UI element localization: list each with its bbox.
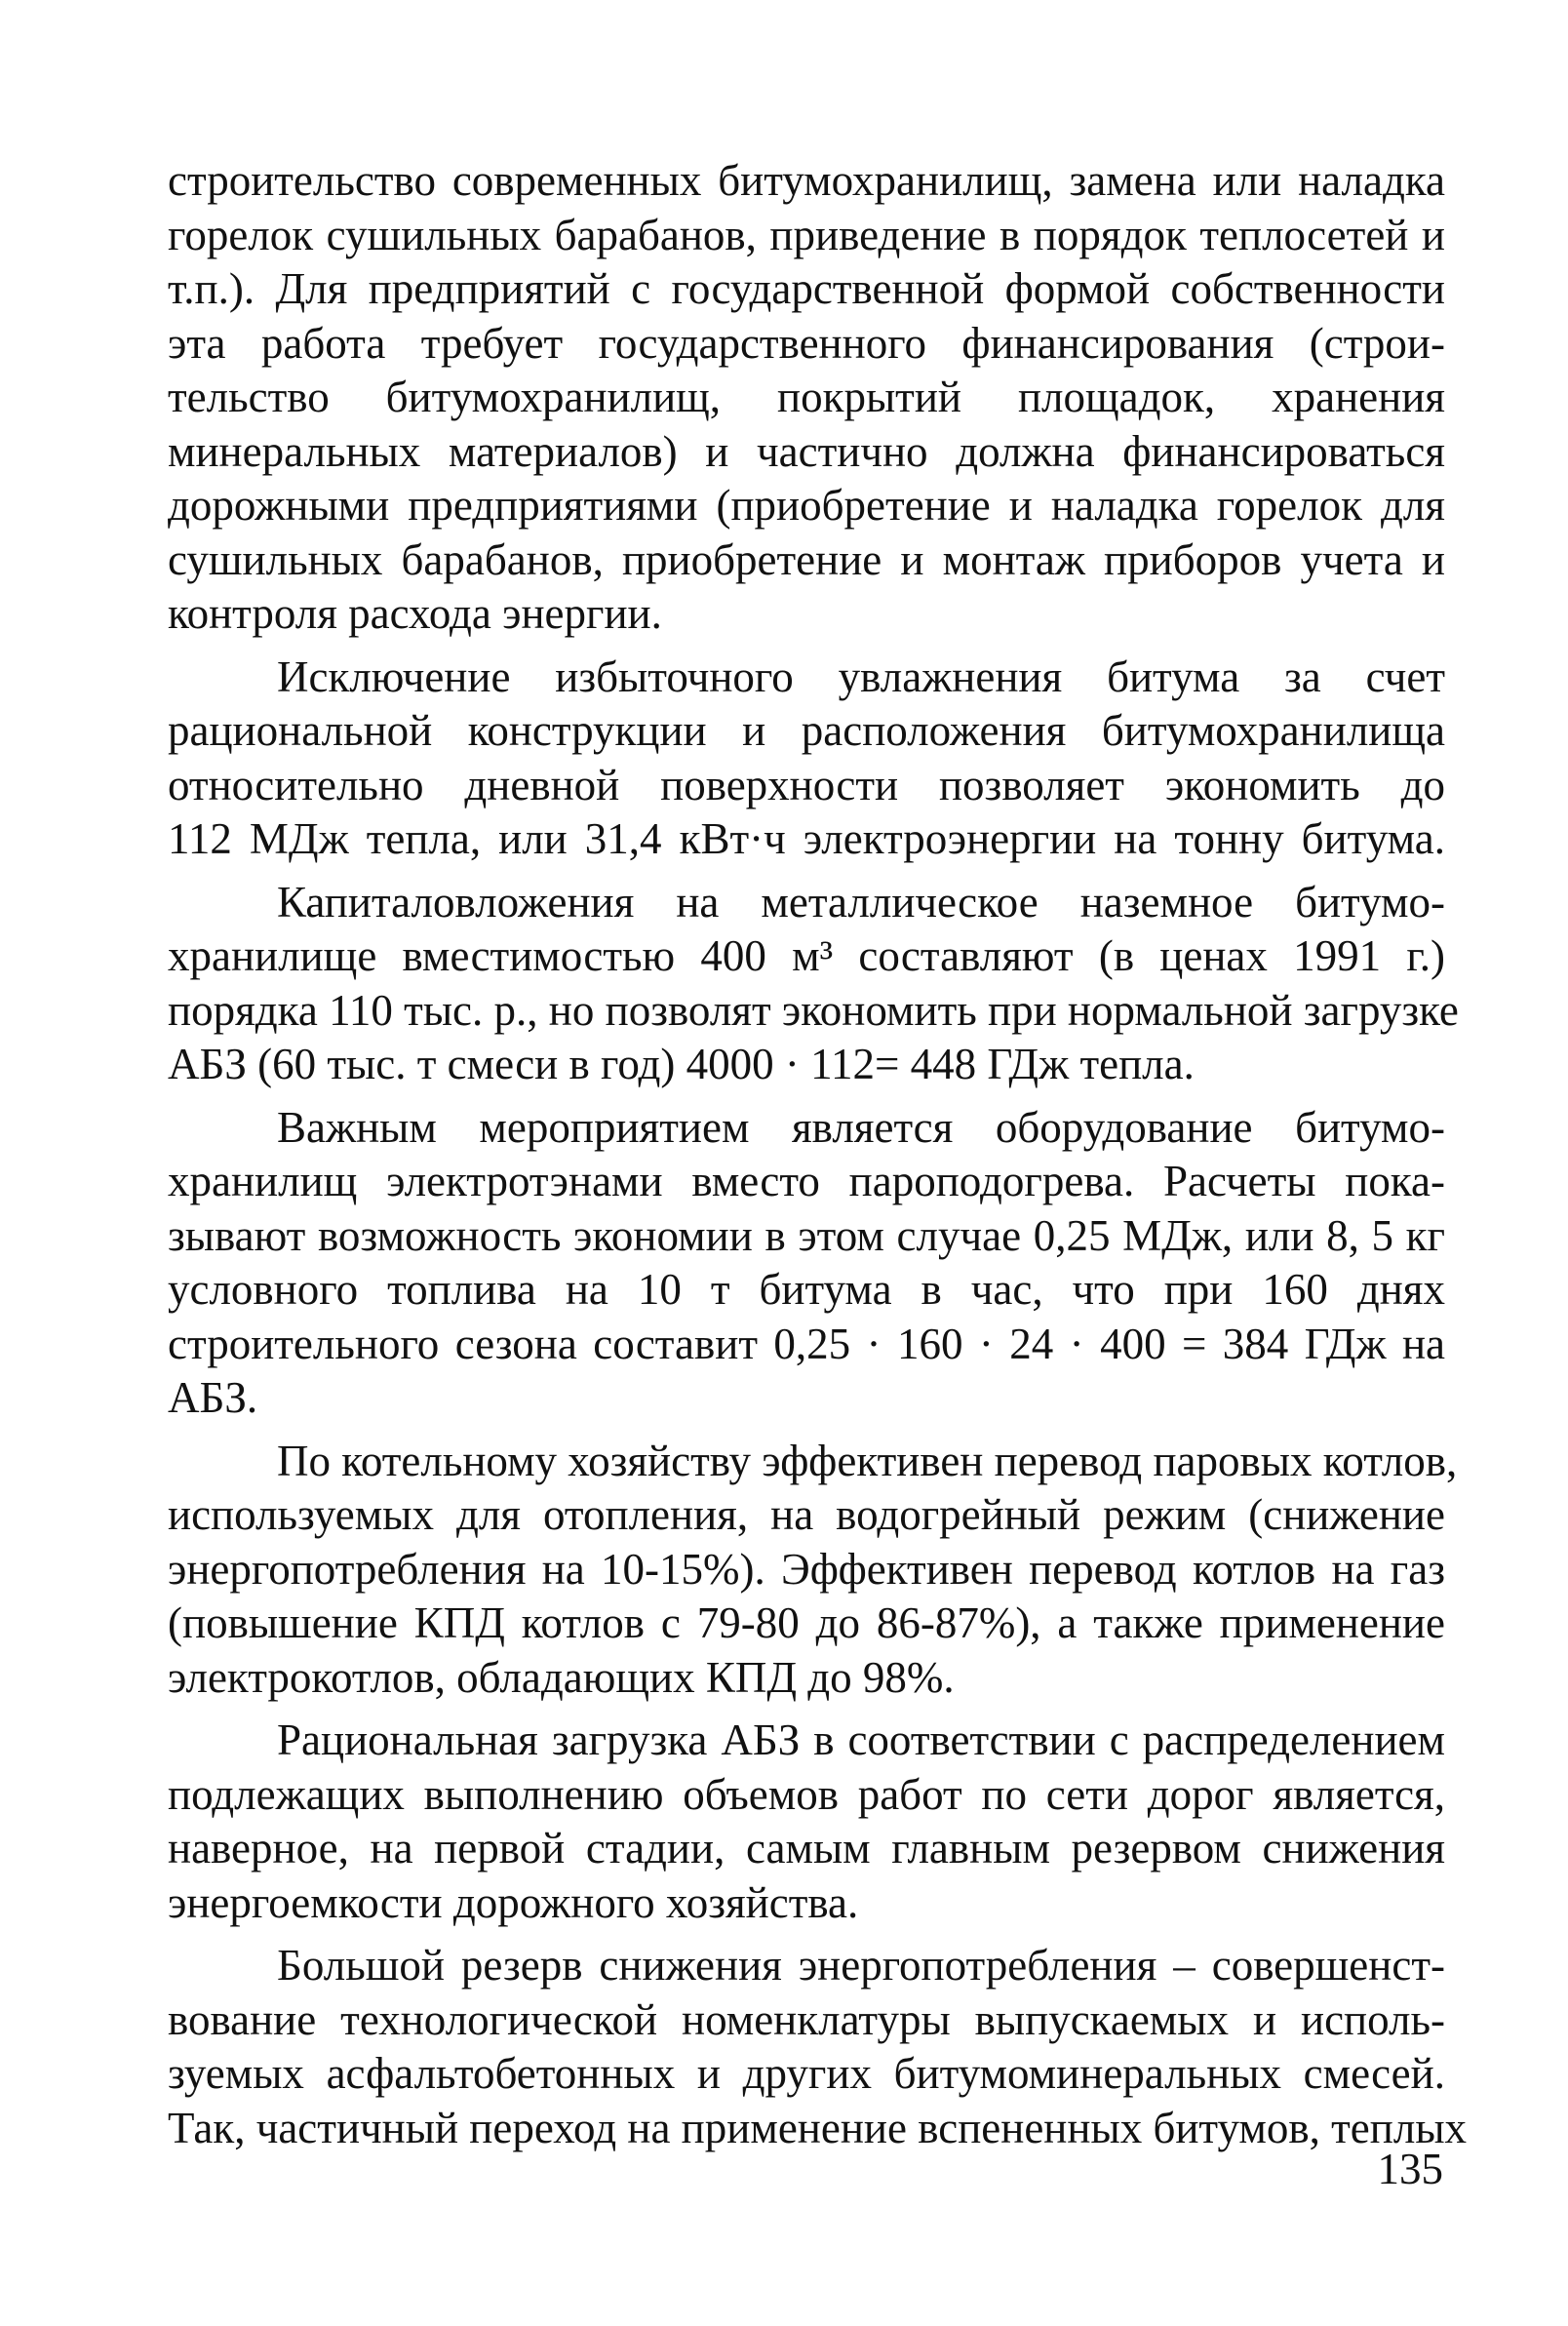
text-line: энергопотребления на 10-15%). Эффективен перевод котлов на газ — [168, 1544, 1445, 1594]
text-line: АБЗ. — [168, 1373, 258, 1422]
text-line: Рациональная загрузка АБЗ в соответствии с распределением — [277, 1715, 1445, 1764]
text-line: относительно дневной поверхности позволяет экономить до — [168, 760, 1445, 809]
text-line: дорожными предприятиями (приобретение и наладка горелок для — [168, 481, 1445, 530]
text-line: строительного сезона составит 0,25 · 160 · 24 · 400 = 384 ГДж на — [168, 1319, 1445, 1368]
body-text — [168, 154, 1468, 2164]
text-line: строительство современных битумохранилищ, замена или наладка — [168, 156, 1445, 205]
text-line: электрокотлов, обладающих КПД до 98%. — [168, 1652, 955, 1702]
text-line: минеральных материалов) и частично должна финансироваться — [168, 426, 1445, 476]
paragraph-3 — [168, 876, 1459, 1092]
text-line: горелок сушильных барабанов, приведение в порядок теплосетей и — [168, 210, 1445, 259]
text-line: АБЗ (60 тыс. т смеси в год) 4000 · 112= 448 ГДж тепла. — [168, 1040, 1195, 1088]
text-line: вование технологической номенклатуры выпускаемых и исполь- — [168, 1994, 1445, 2044]
text-line: Так, частичный переход на применение вспененных битумов, теплых — [168, 2103, 1468, 2152]
text-line: наверное, на первой стадии, самым главным резервом снижения — [168, 1824, 1445, 1873]
text-line: используемых для отопления, на водогрейный режим (снижение — [168, 1490, 1445, 1539]
text-line: хранилище вместимостью 400 м³ составляют (в ценах 1991 г.) — [168, 931, 1445, 980]
text-line: Важным мероприятием является оборудование битумо- — [277, 1102, 1445, 1152]
text-line: хранилищ электротэнами вместо пароподогрева. Расчеты пока- — [168, 1157, 1445, 1205]
text-line: подлежащих выполнению объемов работ по сети дорог является, — [168, 1769, 1445, 1819]
text-line: Исключение избыточного увлажнения битума за счет — [277, 651, 1445, 701]
text-line: энергоемкости дорожного хозяйства. — [168, 1877, 859, 1927]
text-line: контроля расхода энергии. — [168, 589, 662, 638]
text-line: условного топлива на 10 т битума в час, что при 160 днях — [168, 1265, 1445, 1314]
text-line: Капиталовложения на металлическое наземное битумо- — [277, 877, 1445, 926]
text-line: сушильных барабанов, приобретение и монтаж приборов учета и — [168, 534, 1445, 584]
text-line: рациональной конструкции и расположения битумохранилища — [168, 706, 1445, 755]
text-line: зуемых асфальтобетонных и других битумоминеральных смесей. — [168, 2049, 1445, 2098]
text-line: Большой резерв снижения энергопотребления – совершенст- — [277, 1941, 1445, 1990]
text-line: 112 МДж тепла, или 31,4 кВт·ч электроэнергии на тонну битума. — [168, 814, 1445, 863]
paragraph-7 — [168, 1939, 1468, 2155]
paragraph-1 — [168, 154, 1445, 642]
text-line: зывают возможность экономии в этом случае 0,25 МДж, или 8, 5 кг — [168, 1210, 1445, 1260]
text-line: т.п.). Для предприятий с государственной формой собственности — [168, 264, 1445, 313]
text-line: тельство битумохранилищ, покрытий площадок, хранения — [168, 373, 1445, 421]
paragraph-5 — [168, 1435, 1458, 1706]
paragraph-2 — [168, 650, 1445, 867]
paragraph-6 — [168, 1714, 1445, 1930]
text-line: эта работа требует государственного финансирования (строи- — [168, 318, 1445, 368]
text-line: (повышение КПД котлов с 79-80 до 86-87%), а также применение — [168, 1598, 1445, 1647]
text-line: порядка 110 тыс. р., но позволят экономить при нормальной загрузке — [168, 985, 1459, 1035]
page-number: 135 — [1377, 2145, 1443, 2193]
paragraph-4 — [168, 1101, 1445, 1426]
text-line: По котельному хозяйству эффективен перевод паровых котлов, — [277, 1436, 1458, 1485]
